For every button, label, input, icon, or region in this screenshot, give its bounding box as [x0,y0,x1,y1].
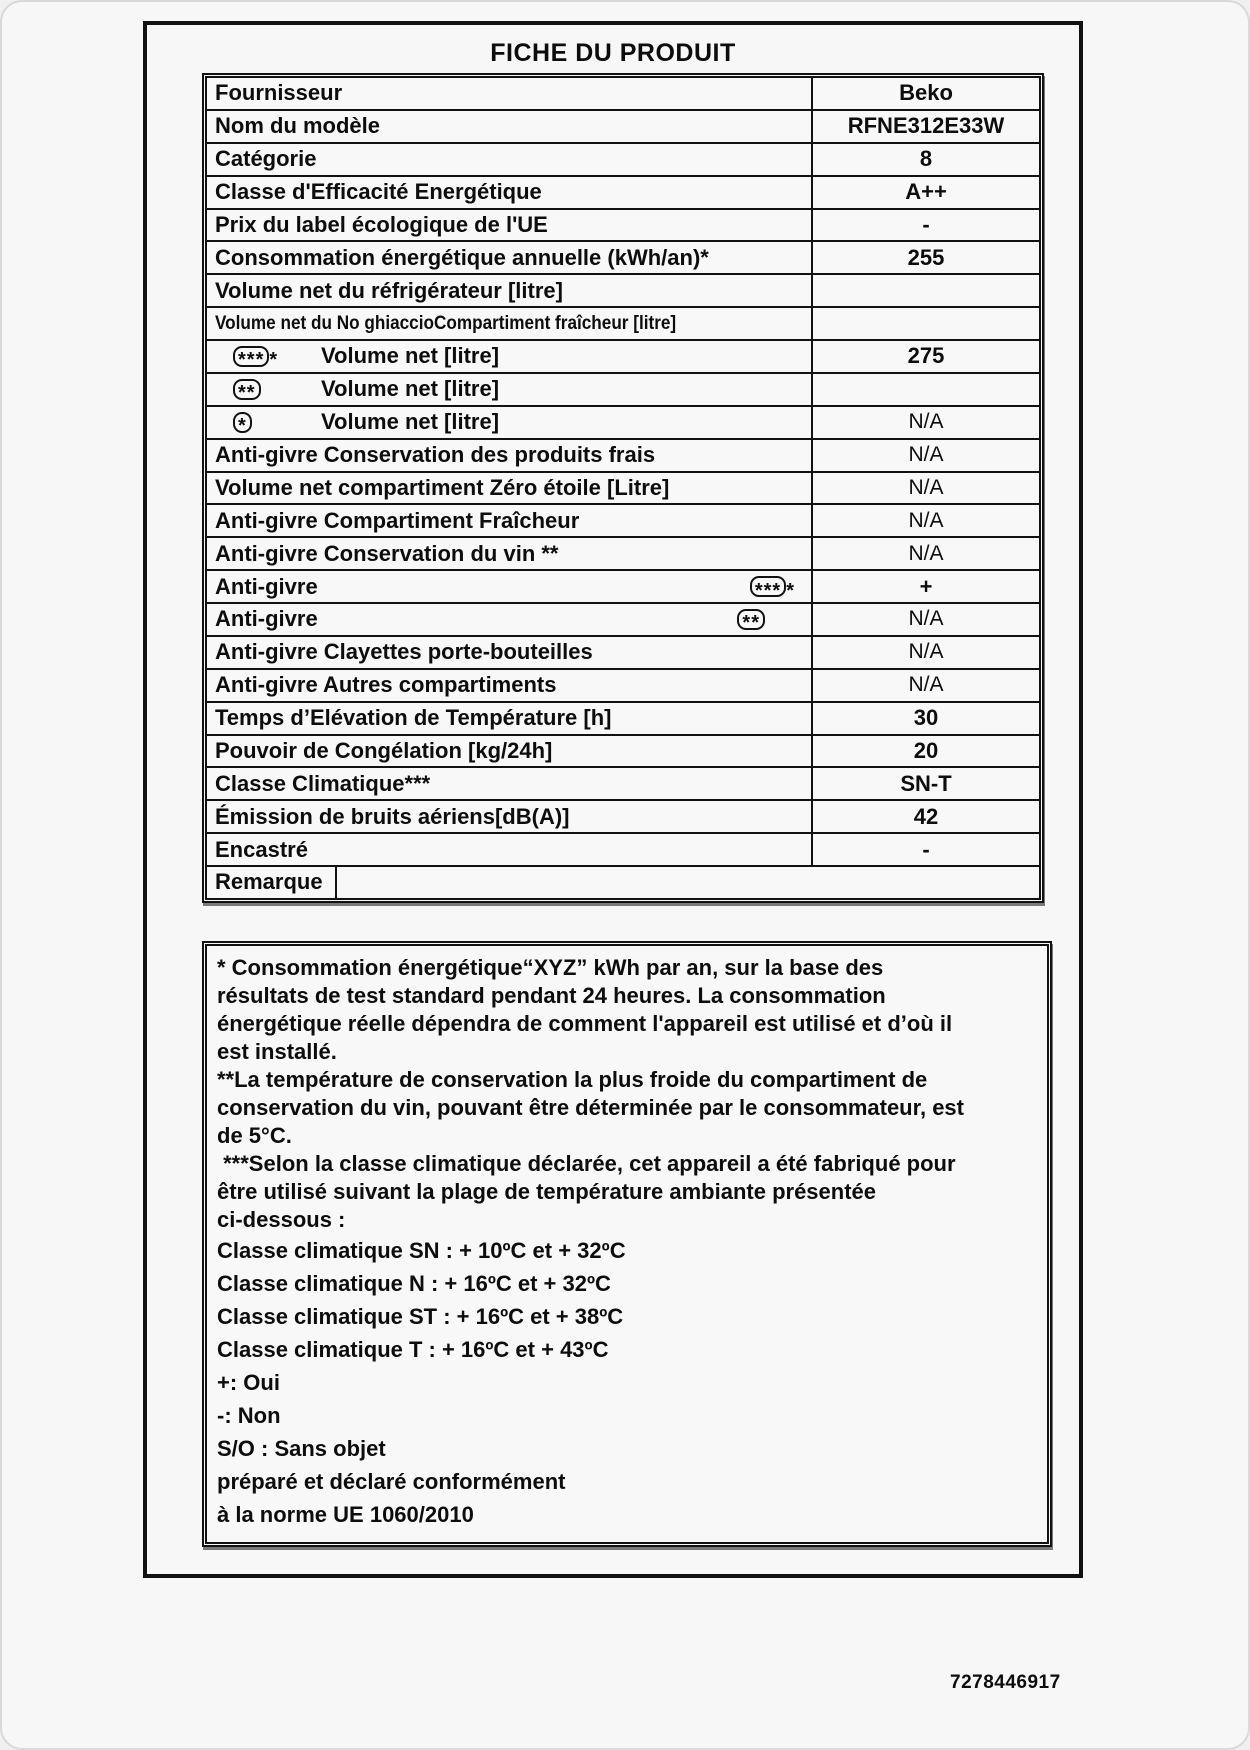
spec-label: Consommation énergétique annuelle (kWh/an)* [207,242,813,273]
spec-value [813,308,1039,339]
spec-value: - [922,211,930,237]
spec-value: N/A [908,640,944,664]
spec-value [813,275,1039,306]
spec-table [202,73,1044,903]
spec-value: - [922,836,930,862]
spec-value: SN-T [900,770,952,796]
footnote-line: * Consommation énergétique“XYZ” kWh par an, sur la base des [217,955,884,980]
table-row [207,801,1039,834]
spec-value: N/A [908,410,944,434]
spec-label: Fournisseur [207,78,813,109]
climate-class-line: Classe climatique SN : + 10ºC et + 32ºC [217,1238,626,1263]
spec-value: N/A [908,508,944,532]
spec-label: Pouvoir de Congélation [kg/24h] [207,736,813,767]
spec-label: Classe Climatique*** [207,768,813,799]
spec-value: Beko [899,80,953,106]
table-row [207,637,1039,670]
spec-value: 8 [919,146,933,172]
spec-label-text: Anti-givre [215,573,318,599]
table-row [207,275,1039,308]
table-row [207,407,1039,440]
footnote-line: énergétique réelle dépendra de comment l'appareil est utilisé et d’où il [217,1011,953,1036]
spec-value: N/A [908,673,944,697]
spec-value: N/A [908,541,944,565]
table-row [207,308,1039,341]
spec-label-condensed: Volume net du No ghiaccioCompartiment fraîcheur [litre] [215,312,677,335]
4-star-freezer-rating-icon: *** * [233,346,321,367]
spec-value: 30 [913,705,939,731]
table-row [207,538,1039,571]
table-row [207,736,1039,769]
table-row [207,242,1039,275]
footnote-line: est installé. [217,1039,337,1064]
spec-label-text: Volume net [litre] [321,409,500,435]
table-row [207,703,1039,736]
page-title: FICHE DU PRODUIT [490,39,736,67]
legend-line: -: Non [217,1403,281,1428]
table-row [207,144,1039,177]
spec-label: Remarque [207,867,337,898]
table-row [207,210,1039,243]
2-star-freezer-rating-icon: ** [737,609,765,630]
fiche-frame [143,21,1083,1578]
table-row [207,78,1039,111]
spec-label: Anti-givre Compartiment Fraîcheur [207,505,813,536]
spec-label: Nom du modèle [207,111,813,142]
spec-label [207,308,813,339]
conformity-line: préparé et déclaré conformément [217,1469,566,1494]
footnote-line: résultats de test standard pendant 24 heures. La consommation [217,983,886,1008]
footnote-line: **La température de conservation la plus froide du compartiment de [217,1067,928,1092]
spec-value: N/A [908,475,944,499]
table-row-remark [207,867,1039,898]
spec-value: N/A [908,443,944,467]
table-row [207,374,1039,407]
footnote-line: de 5°C. [217,1123,292,1148]
spec-label-text: Volume net [litre] [321,376,500,402]
spec-label: Volume net compartiment Zéro étoile [Litre] [207,473,813,504]
table-row [207,473,1039,506]
spec-label [207,571,813,602]
spec-value: 20 [913,737,939,763]
table-row [207,768,1039,801]
spec-value: RFNE312E33W [847,113,1005,139]
table-row [207,571,1039,604]
spec-value: A++ [905,179,947,205]
legend-line: +: Oui [217,1370,280,1395]
footnote-line: ci-dessous : [217,1207,346,1232]
spec-label: Prix du label écologique de l'UE [207,210,813,241]
spec-value: 255 [907,244,945,270]
spec-label: Anti-givre Conservation du vin ** [207,538,813,569]
footnote-line: conservation du vin, pouvant être déterminée par le consommateur, est [217,1095,964,1120]
spec-value: 42 [913,803,939,829]
climate-class-line: Classe climatique ST : + 16ºC et + 38ºC [217,1304,624,1329]
2-star-freezer-rating-icon: ** [233,379,321,400]
spec-label: Classe d'Efficacité Energétique [207,177,813,208]
spec-value: N/A [908,607,944,631]
spec-value: 275 [907,343,945,369]
spec-value [813,374,1039,405]
1-star-freezer-rating-icon: * [233,412,321,433]
table-row [207,177,1039,210]
climate-class-line: Classe climatique T : + 16ºC et + 43ºC [217,1337,609,1362]
footnote-line: être utilisé suivant la plage de température ambiante présentée [217,1179,877,1204]
table-row [207,440,1039,473]
footnotes-box [202,941,1052,1547]
spec-label [207,374,813,405]
spec-value: + [919,573,933,599]
table-row [207,111,1039,144]
spec-label-text: Volume net [litre] [321,343,500,369]
table-row [207,505,1039,538]
4-star-freezer-rating-icon: *** * [750,576,795,597]
spec-label [207,407,813,438]
legend-line: S/O : Sans objet [217,1436,386,1461]
spec-label: Temps d’Elévation de Température [h] [207,703,813,734]
spec-label: Volume net du réfrigérateur [litre] [207,275,813,306]
spec-label-text: Anti-givre [215,606,318,632]
document-number: 7278446917 [950,1672,1061,1693]
table-row [207,670,1039,703]
spec-label: Anti-givre Conservation des produits frais [207,440,813,471]
conformity-line: à la norme UE 1060/2010 [217,1502,474,1527]
table-row [207,604,1039,637]
spec-label [207,604,813,635]
spec-label: Catégorie [207,144,813,175]
spec-label: Émission de bruits aériens[dB(A)] [207,801,813,832]
footnote-line: ***Selon la classe climatique déclarée, cet appareil a été fabriqué pour [217,1151,956,1176]
spec-label: Encastré [207,834,813,865]
spec-label [207,341,813,372]
spec-label: Anti-givre Autres compartiments [207,670,813,701]
climate-class-line: Classe climatique N : + 16ºC et + 32ºC [217,1271,611,1296]
spec-label: Anti-givre Clayettes porte-bouteilles [207,637,813,668]
table-row [207,834,1039,867]
table-row [207,341,1039,374]
